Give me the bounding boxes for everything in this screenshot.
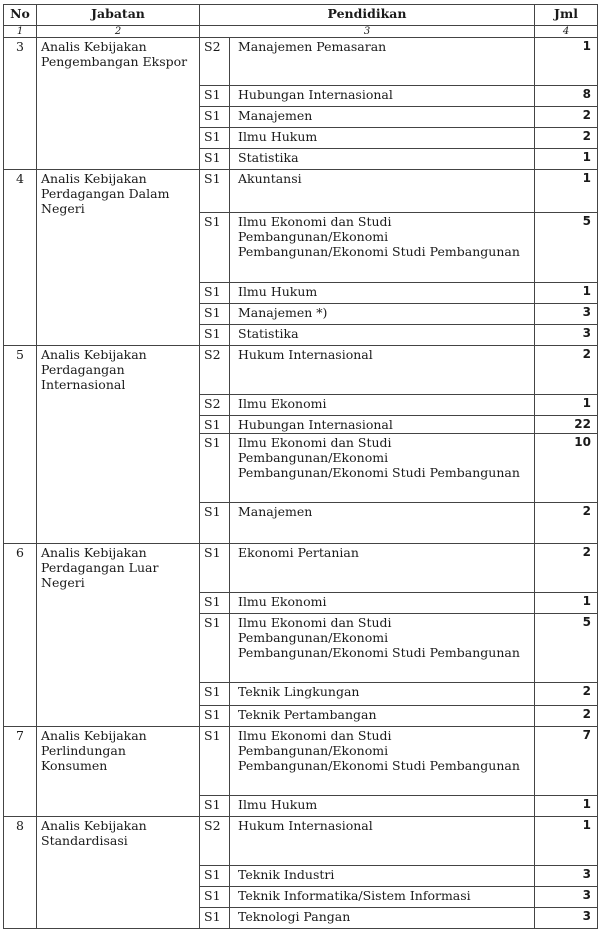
col-number-4: 4 — [535, 26, 598, 38]
jml-count: 1 — [535, 170, 598, 213]
jml-count: 22 — [535, 416, 598, 434]
col-number-3: 3 — [200, 26, 535, 38]
education-level: S1 — [200, 416, 230, 434]
education-level: S1 — [200, 706, 230, 727]
jml-count: 1 — [535, 593, 598, 614]
education-level: S1 — [200, 170, 230, 213]
education-major: Ilmu Ekonomi dan Studi Pembangunan/Ekonomi Pembangunan/Ekonomi Studi Pembangunan — [230, 614, 535, 683]
jml-count: 2 — [535, 706, 598, 727]
education-major: Ekonomi Pertanian — [230, 544, 535, 593]
education-level: S1 — [200, 908, 230, 929]
jml-count: 1 — [535, 796, 598, 817]
jml-count: 2 — [535, 503, 598, 544]
row-number: 3 — [4, 38, 37, 170]
education-major: Ilmu Ekonomi dan Studi Pembangunan/Ekonomi Pembangunan/Ekonomi Studi Pembangunan — [230, 727, 535, 796]
jml-count: 2 — [535, 107, 598, 128]
header-jml: Jml — [535, 5, 598, 26]
col-number-1: 1 — [4, 26, 37, 38]
education-major: Ilmu Ekonomi — [230, 593, 535, 614]
education-major: Ilmu Hukum — [230, 796, 535, 817]
education-level: S1 — [200, 503, 230, 544]
jml-count: 3 — [535, 887, 598, 908]
education-level: S1 — [200, 304, 230, 325]
education-level: S2 — [200, 38, 230, 86]
jml-count: 8 — [535, 86, 598, 107]
jml-count: 10 — [535, 434, 598, 503]
row-number: 5 — [4, 346, 37, 544]
education-level: S1 — [200, 213, 230, 283]
jml-count: 3 — [535, 866, 598, 887]
row-number: 7 — [4, 727, 37, 817]
jml-count: 1 — [535, 149, 598, 170]
education-major: Manajemen — [230, 503, 535, 544]
education-major: Ilmu Hukum — [230, 283, 535, 304]
education-level: S1 — [200, 683, 230, 706]
header-no: No — [4, 5, 37, 26]
jml-count: 1 — [535, 817, 598, 866]
jml-count: 1 — [535, 38, 598, 86]
education-level: S1 — [200, 434, 230, 503]
education-major: Teknik Lingkungan — [230, 683, 535, 706]
table-row — [4, 727, 598, 796]
education-major: Ilmu Ekonomi dan Studi Pembangunan/Ekonomi Pembangunan/Ekonomi Studi Pembangunan — [230, 434, 535, 503]
column-number-row — [4, 26, 598, 38]
jml-count: 2 — [535, 128, 598, 149]
education-major: Akuntansi — [230, 170, 535, 213]
jml-count: 1 — [535, 283, 598, 304]
jml-count: 3 — [535, 304, 598, 325]
education-major: Teknik Informatika/Sistem Informasi — [230, 887, 535, 908]
jml-count: 5 — [535, 614, 598, 683]
education-major: Ilmu Ekonomi dan Studi Pembangunan/Ekonomi Pembangunan/Ekonomi Studi Pembangunan — [230, 213, 535, 283]
jml-count: 5 — [535, 213, 598, 283]
jml-count: 2 — [535, 346, 598, 395]
jml-count: 1 — [535, 395, 598, 416]
jabatan-cell: Analis Kebijakan Perdagangan Internasional — [37, 346, 200, 544]
education-level: S1 — [200, 887, 230, 908]
education-level: S1 — [200, 614, 230, 683]
education-major: Hubungan Internasional — [230, 416, 535, 434]
education-major: Manajemen Pemasaran — [230, 38, 535, 86]
jml-count: 3 — [535, 908, 598, 929]
table-row — [4, 38, 598, 86]
jabatan-cell: Analis Kebijakan Perlindungan Konsumen — [37, 727, 200, 817]
table-body — [4, 38, 598, 929]
jabatan-cell: Analis Kebijakan Standardisasi — [37, 817, 200, 929]
education-major: Statistika — [230, 325, 535, 346]
education-major: Teknik Industri — [230, 866, 535, 887]
jabatan-cell: Analis Kebijakan Perdagangan Dalam Negeri — [37, 170, 200, 346]
table-row — [4, 170, 598, 213]
education-level: S1 — [200, 544, 230, 593]
education-level: S1 — [200, 796, 230, 817]
education-major: Hukum Internasional — [230, 346, 535, 395]
table-row — [4, 817, 598, 866]
header-jabatan: Jabatan — [37, 5, 200, 26]
education-level: S1 — [200, 593, 230, 614]
education-level: S1 — [200, 86, 230, 107]
education-major: Hukum Internasional — [230, 817, 535, 866]
jml-count: 2 — [535, 544, 598, 593]
jml-count: 3 — [535, 325, 598, 346]
education-level: S2 — [200, 817, 230, 866]
education-major: Teknologi Pangan — [230, 908, 535, 929]
education-level: S1 — [200, 107, 230, 128]
header-row — [4, 5, 598, 26]
jml-count: 7 — [535, 727, 598, 796]
education-level: S1 — [200, 149, 230, 170]
header-pendidikan: Pendidikan — [200, 5, 535, 26]
education-level: S1 — [200, 283, 230, 304]
row-number: 6 — [4, 544, 37, 727]
education-major: Hubungan Internasional — [230, 86, 535, 107]
table-row — [4, 544, 598, 593]
education-level: S1 — [200, 325, 230, 346]
table-row — [4, 346, 598, 395]
education-level: S2 — [200, 346, 230, 395]
education-major: Manajemen *) — [230, 304, 535, 325]
jabatan-cell: Analis Kebijakan Pengembangan Ekspor — [37, 38, 200, 170]
education-level: S1 — [200, 727, 230, 796]
col-number-2: 2 — [37, 26, 200, 38]
education-major: Manajemen — [230, 107, 535, 128]
education-level: S1 — [200, 866, 230, 887]
jml-count: 2 — [535, 683, 598, 706]
education-major: Ilmu Hukum — [230, 128, 535, 149]
education-level: S2 — [200, 395, 230, 416]
jabatan-cell: Analis Kebijakan Perdagangan Luar Negeri — [37, 544, 200, 727]
education-level: S1 — [200, 128, 230, 149]
row-number: 4 — [4, 170, 37, 346]
education-major: Teknik Pertambangan — [230, 706, 535, 727]
row-number: 8 — [4, 817, 37, 929]
education-major: Statistika — [230, 149, 535, 170]
education-major: Ilmu Ekonomi — [230, 395, 535, 416]
education-requirements-table — [3, 4, 598, 929]
